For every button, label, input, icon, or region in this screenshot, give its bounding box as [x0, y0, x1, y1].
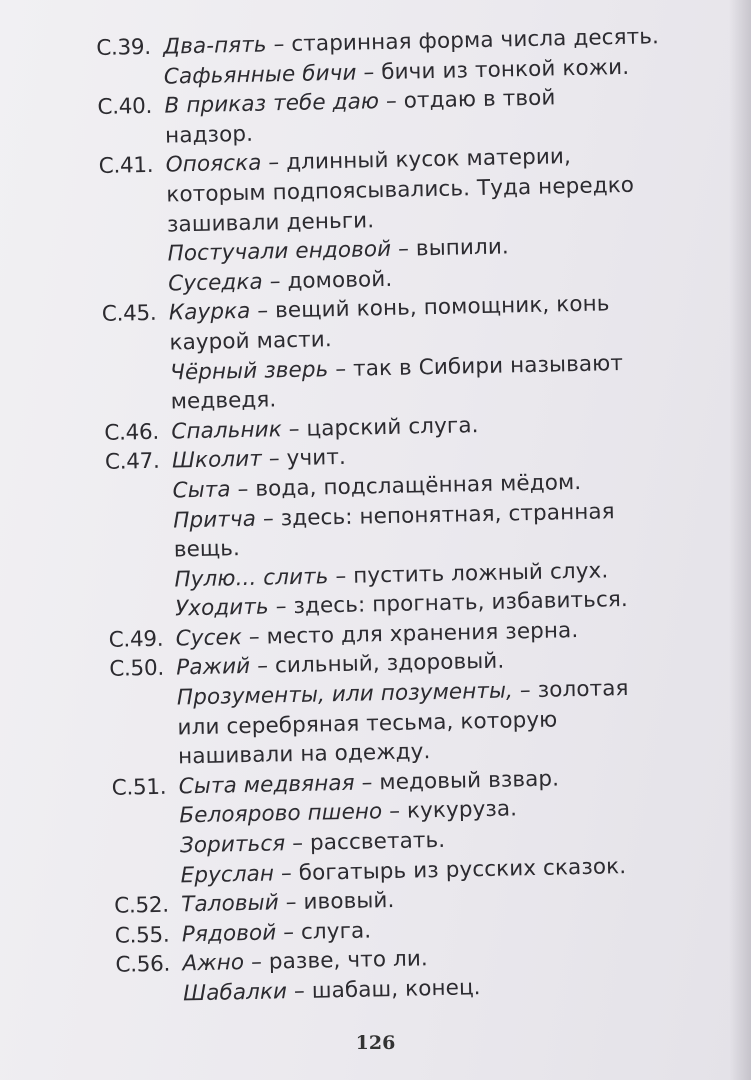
glossary-definition: – длинный кусок материи, [261, 144, 572, 176]
glossary-term: Чёрный зверь [169, 356, 329, 386]
label-spacer [108, 586, 175, 587]
glossary-definition: – так в Сибири называют [328, 350, 624, 382]
glossary-term: Два-пять [163, 32, 267, 60]
glossary-term: Сыта медвяная [178, 770, 355, 800]
glossary-definition: – вещий конь, помощник, конь [250, 291, 610, 325]
label-spacer [98, 142, 165, 143]
glossary-list [96, 21, 716, 1010]
label-spacer [108, 616, 175, 617]
glossary-entry [115, 939, 716, 1011]
glossary-term: Белоярово пшено [179, 799, 383, 829]
glossary-term: Ражий [176, 654, 251, 681]
glossary-definition: – здесь: прогнать, избавиться. [268, 587, 629, 620]
glossary-term: Суседка [167, 269, 264, 297]
label-spacer [103, 379, 170, 380]
glossary-definition: зашивали деньги. [166, 207, 375, 238]
page-number: 126 [355, 1032, 396, 1054]
glossary-entry [102, 288, 704, 419]
glossary-definition: – медовый взвар. [354, 766, 560, 796]
label-spacer [101, 261, 168, 262]
glossary-definition: – пустить ложный слух. [328, 558, 609, 589]
glossary-definition: – бичи из тонкой кожи. [356, 54, 630, 86]
glossary-definition: или серебряная тесьма, которую [177, 707, 558, 741]
glossary-definition: – отдаю в твой [378, 85, 556, 115]
page-reference: С.47. [104, 449, 160, 476]
glossary-term: Сусек [175, 624, 243, 652]
glossary-definition: – слуга. [276, 918, 372, 946]
page-reference: С.56. [115, 952, 171, 979]
page-reference: С.39. [96, 34, 152, 61]
glossary-term: Зориться [179, 831, 286, 859]
glossary-definition: вещь. [173, 536, 241, 563]
label-spacer [106, 497, 173, 498]
page-reference: С.52. [114, 892, 170, 920]
glossary-entry [109, 643, 711, 774]
page-reference: С.49. [108, 626, 164, 653]
glossary-entry [105, 436, 709, 626]
glossary-entry [111, 761, 713, 892]
glossary-definition: медведя. [170, 387, 277, 415]
glossary-definition: – старинная форма числа десять. [266, 24, 660, 58]
glossary-definition: – рассветать. [285, 827, 446, 857]
glossary-term: Пулю... слить [174, 563, 329, 593]
glossary-definition: – царский слуга. [281, 412, 479, 442]
glossary-term: Сыта [172, 477, 231, 504]
label-spacer [110, 705, 177, 706]
label-spacer [111, 764, 178, 765]
label-spacer [100, 231, 167, 232]
label-spacer [97, 83, 164, 84]
label-spacer [107, 557, 174, 558]
glossary-term: В приказ тебе даю [164, 89, 380, 119]
glossary-definition: нашивали на одежду. [177, 739, 431, 770]
glossary-term: Школит [171, 446, 263, 474]
glossary-definition: – сильный, здоровый. [249, 649, 505, 680]
page-reference: С.50. [109, 656, 165, 683]
glossary-term: Спальник [171, 416, 283, 445]
label-spacer [100, 202, 167, 203]
label-spacer [101, 290, 168, 291]
glossary-definition: – шабаш, конец. [286, 975, 481, 1005]
glossary-definition: которым подпоясывались. Туда нередко [166, 172, 635, 208]
glossary-definition: – вода, подслащённая мёдом. [230, 469, 582, 503]
label-spacer [103, 349, 170, 350]
glossary-term: Опояска [165, 150, 262, 178]
page-reference: С.55. [114, 922, 170, 949]
glossary-definition: – кукуруза. [382, 796, 518, 825]
glossary-term: Притча [172, 506, 257, 533]
glossary-definition: – место для хранения зерна. [241, 617, 579, 650]
label-spacer [111, 734, 178, 735]
page-reference: С.46. [104, 419, 160, 446]
glossary-definition: – золотая [512, 676, 629, 704]
glossary-definition: – ивовый. [278, 888, 395, 916]
glossary-term: Шабалки [182, 979, 288, 1007]
page-reference: С.41. [98, 153, 154, 180]
page-reference: С.40. [97, 94, 153, 121]
page-gutter-shadow [729, 0, 751, 1080]
glossary-definition: – учит. [261, 445, 347, 472]
label-spacer [114, 882, 181, 883]
page-reference: С.45. [101, 301, 157, 328]
label-spacer [104, 409, 171, 410]
label-spacer [106, 527, 173, 528]
glossary-definition: каурой масти. [169, 327, 333, 356]
glossary-term: Прозументы, или позументы, [176, 678, 514, 711]
glossary-definition: надзор. [164, 121, 254, 149]
glossary-term: Постучали ендовой [167, 237, 392, 267]
glossary-entry [98, 140, 701, 301]
label-spacer [113, 852, 180, 853]
glossary-definition: – разве, что ли. [243, 946, 429, 976]
glossary-definition: – богатырь из русских сказок. [273, 853, 627, 887]
glossary-definition: – домовой. [262, 266, 393, 295]
label-spacer [116, 1000, 183, 1001]
glossary-term: Еруслан [180, 861, 275, 889]
glossary-term: Ажно [182, 950, 245, 977]
glossary-term: Рядовой [181, 920, 277, 948]
glossary-definition: – выпили. [390, 234, 510, 263]
glossary-term: Таловый [181, 890, 280, 918]
page-reference: С.51. [111, 774, 167, 801]
glossary-definition: – здесь: непонятная, странная [255, 498, 615, 532]
label-spacer [113, 823, 180, 824]
glossary-term: Уходить [174, 594, 270, 622]
glossary-term: Каурка [168, 299, 251, 326]
glossary-term: Сафьянные бичи [163, 60, 357, 90]
